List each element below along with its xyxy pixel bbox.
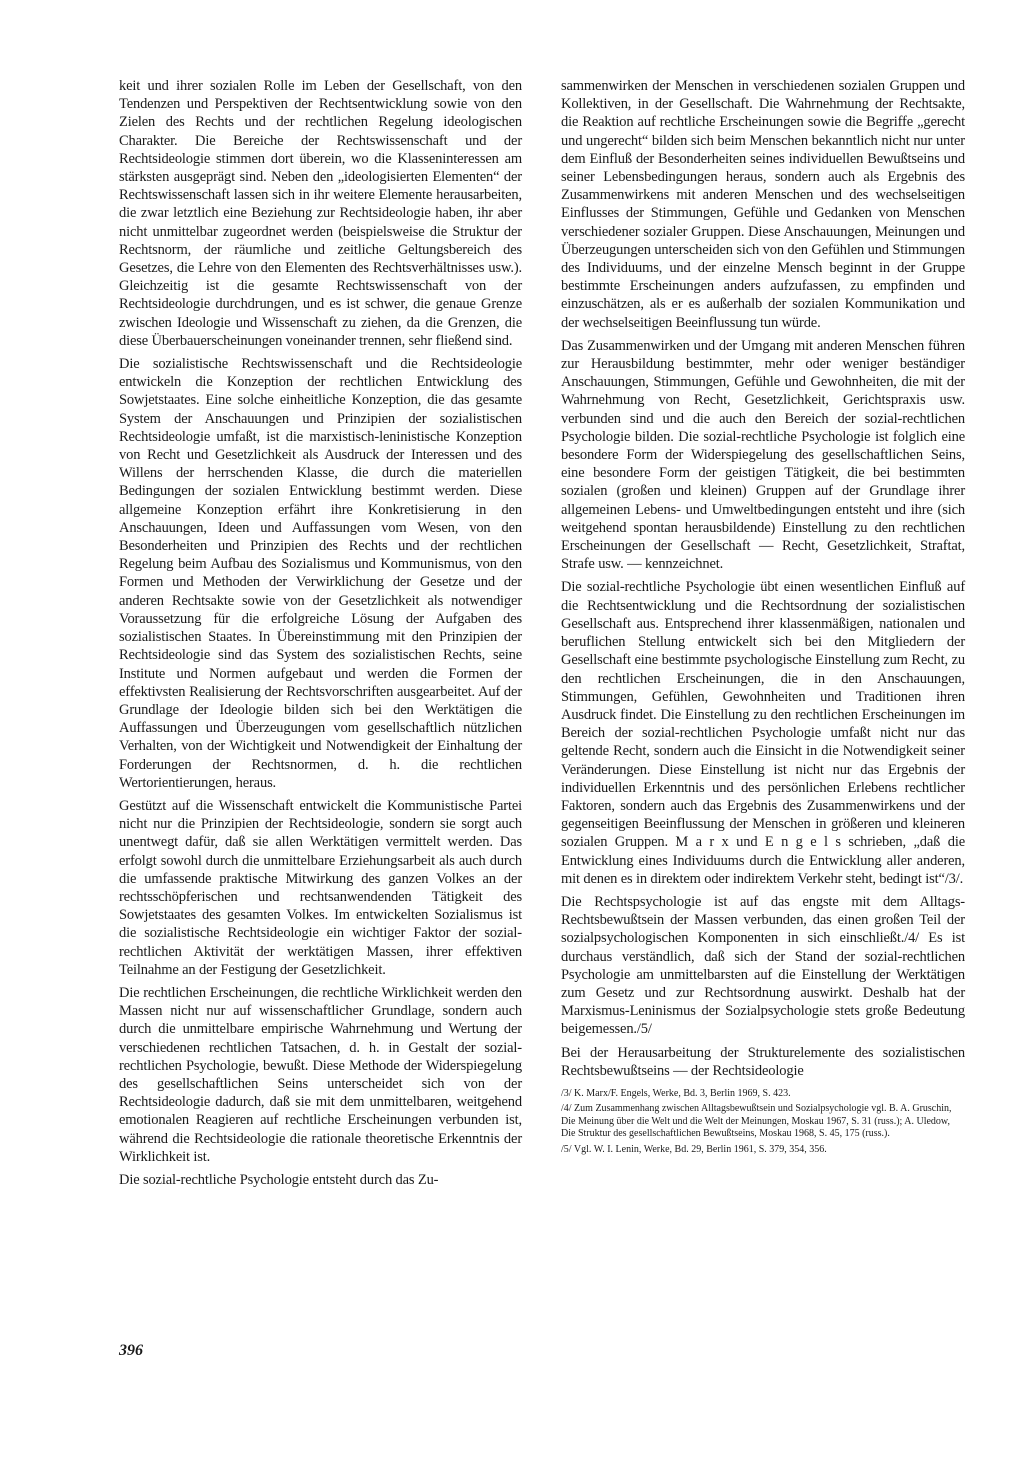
paragraph: Die sozialistische Rechtswissenschaft und die Rechtsideologie entwickeln die Konzeption der rechtlichen Entwicklung des Sowjetstaates. Eine solche einheitliche Konzeption, die das gesamte System der Anschauungen und Prinzipien der sozialistischen Rechtsideologie umfaßt, ist die marxistisch-leninistische Konzeption von Recht und Gesetzlichkeit als Ausdruck der Interessen und des Willens der herrschenden Klasse, die durch die materiellen Bedingungen der sozialen Entwicklung bestimmt werden. Diese allgemeine Konzeption erfährt ihre Konkretisierung in den Anschauungen, Ideen und Auffassungen vom Wesen, von den Besonderheiten und Prinzipien des Rechts und der rechtlichen Regelung beim Aufbau des Sozialismus und Kommunismus, von den Formen und Methoden der Verwirklichung der Gesetze und der anderen Rechtsakte sowie von der Gesetzlichkeit als notwendiger Voraussetzung für die erfolgreiche Lösung der Aufgaben des sozialistischen Staates. In Übereinstimmung mit den Prinzipien der Rechtsideologie sind das System des sozialistischen Rechts, seine Institute und Normen aufgebaut und werden die Formen der effektivsten Realisierung der Rechtsvorschriften ausgearbeitet. Auf der Grundlage der Ideologie bilden sich bei den Werktätigen die Auffassungen und Überzeugungen vom gesellschaftlich nützlichen Verhalten, von der Wichtigkeit und Notwendigkeit der Einhaltung der Forderungen der Rechtsnormen, d. h. die rechtlichen Wertorientierungen, heraus.	[119, 356, 522, 791]
footnote: /3/ K. Marx/F. Engels, Werke, Bd. 3, Berlin 1969, S. 423.	[561, 1087, 791, 1099]
paragraph: keit und ihrer sozialen Rolle im Leben der Gesellschaft, von den Tendenzen und Perspektiven der Rechtsentwicklung sowie von den Zielen des Rechts und der rechtlichen Regelung ideologischen Charakter. Die Bereiche der Rechtswissenschaft und der Rechtsideologie stimmen dort überein, wo die Klasseninteressen am stärksten ausgeprägt sind. Neben den „ideologisierten Elementen“ der Rechtswissenschaft lassen sich in ihr weitere Elemente herausarbeiten, die zwar letztlich eine Beziehung zur Rechtsideologie haben, ihr aber nicht unmittelbar zugeordnet werden (beispielsweise die Struktur der Rechtsnorm, der räumliche und zeitliche Geltungsbereich des Gesetzes, die Lehre von den Elementen des Rechtsverhältnisses usw.). Gleichzeitig ist die gesamte Rechtswissenschaft von der Rechtsideologie durchdrungen, und es ist schwer, die genaue Grenze zwischen Ideologie und Wissenschaft zu ziehen, da die Grenzen, die diese Überbauerscheinungen voneinander trennen, sehr fließend sind.	[119, 78, 522, 349]
paragraph: Gestützt auf die Wissenschaft entwickelt die Kommunistische Partei nicht nur die Prinzipien der Rechtsideologie, sondern sie sorgt auch unentwegt dafür, daß sie allen Werktätigen vermittelt werden. Das erfolgt sowohl durch die unmittelbare Erziehungsarbeit als auch durch die umfassende praktische Mitwirkung des ganzen Volkes an der rechtsschöpferischen und rechtsanwendenden Tätigkeit des Sowjetstaates des gesamten Volkes. Im entwickelten Sozialismus ist die sozialistische Rechtsideologie ein wichtiger Faktor der sozial-rechtlichen Aktivität der werktätigen Massen, ihrer effektiven Teilnahme an der Festigung der Gesetzlichkeit.	[119, 797, 522, 978]
paragraph: Bei der Herausarbeitung der Strukturelemente des sozialistischen Rechtsbewußtseins — der Rechtsideologie	[561, 1044, 965, 1079]
paragraph: Die rechtlichen Erscheinungen, die rechtliche Wirklichkeit werden den Massen nicht nur auf wissenschaftlicher Grundlage, sondern auch durch die unmittelbare empirische Wahrnehmung und Wertung der verschiedenen rechtlichen Tatsachen, d. h. in Gestalt der sozial-rechtlichen Psychologie, bewußt. Diese Methode der Widerspiegelung des gesellschaftlichen Seins unterscheidet sich von der Rechtsideologie dadurch, daß sie mit dem unmittelbaren, weitgehend emotionalen Reagieren auf rechtliche Erscheinungen verbunden ist, während die Rechtsideologie die rationale theoretische Erkenntnis der Wirklichkeit ist.	[119, 984, 522, 1165]
paragraph: Die Rechtspsychologie ist auf das engste mit dem Alltags-Rechtsbewußtsein der Massen verbunden, das einen großen Teil der sozialpsychologischen Komponenten in sich einschließt./4/ Es ist durchaus verständlich, daß sich der Stand der sozial-rechtlichen Psychologie am unmittelbarsten auf die Einstellung der Werktätigen zum Gesetz und zur Rechtsordnung auswirkt. Deshalb hat der Marxismus-Leninismus der Sozialpsychologie stets große Bedeutung beigemessen./5/	[561, 893, 965, 1038]
footnotes	[561, 1088, 965, 1157]
footnote: /5/ Vgl. W. I. Lenin, Werke, Bd. 29, Berlin 1961, S. 379, 354, 356.	[561, 1143, 827, 1155]
left-column	[119, 77, 522, 1194]
paragraph: Die sozial-rechtliche Psychologie entsteht durch das Zu-	[119, 1171, 439, 1188]
paragraph: Das Zusammenwirken und der Umgang mit anderen Menschen führen zur Herausbildung bestimmter, mehr oder weniger beständiger Anschauungen, Stimmungen, Gefühle und Gewohnheiten, die mit der Wahrnehmung von Recht, Gesetzlichkeit, Gerichtspraxis usw. verbunden sind und die auch den Bereich der sozial-rechtlichen Psychologie bilden. Die sozial-rechtliche Psychologie ist folglich eine besondere Form der Widerspiegelung des gesellschaftlichen Seins, eine besondere Form der geistigen Tätigkeit, die bei bestimmten sozialen (großen und kleinen) Gruppen auf der Grundlage ihrer allgemeinen Lebens- und Umweltbedingungen entsteht und ihre (sich weitgehend spontan herausbildende) Einstellung zu den rechtlichen Erscheinungen der Gesellschaft — Recht, Gesetzlichkeit, Straftat, Strafe usw. — kennzeichnet.	[561, 337, 965, 573]
page-number: 396	[119, 1342, 143, 1359]
paragraph: sammenwirken der Menschen in verschiedenen sozialen Gruppen und Kollektiven, in der Gesellschaft. Die Wahrnehmung der Rechtsakte, die Reaktion auf rechtliche Erscheinungen sowie die Begriffe „gerecht und ungerecht“ bilden sich beim Menschen bekanntlich nicht nur unter dem Einfluß der Besonderheiten seines individuellen Bewußtseins und seiner Lebensbedingungen heraus, sondern auch als Ergebnis des Zusammenwirkens mit anderen Menschen und des wechselseitigen Einflusses der Stimmungen, Gefühle und Gedanken von Menschen verschiedener sozialer Gruppen. Diese Anschauungen, Meinungen und Überzeugungen unterscheiden sich von den Gefühlen und Stimmungen des Individuums, und der einzelne Mensch beginnt in der Gruppe bestimmte Erscheinungen anders aufzufassen, zu empfinden und einzuschätzen, als er es außerhalb der sozialen Kommunikation und der wechselseitigen Beeinflussung tun würde.	[561, 78, 965, 331]
footnote: /4/ Zum Zusammenhang zwischen Alltagsbewußtsein und Sozialpsychologie vgl. B. A. Gruschin, Die Meinung über die Welt und die Welt der Meinungen, Moskau 1967, S. 31 (russ.); A. Uledow, Die Struktur des gesellschaftlichen Bewußtseins, Moskau 1968, S. 45, 175 (russ.).	[561, 1103, 952, 1140]
right-column	[561, 77, 965, 1159]
paragraph: Die sozial-rechtliche Psychologie übt einen wesentlichen Einfluß auf die Rechtsentwicklung und die Rechtsordnung der sozialistischen Gesellschaft aus. Entsprechend ihrer klassenmäßigen, nationalen und beruflichen Stellung entwickelt sich bei den Mitgliedern der Gesellschaft eine bestimmte psychologische Einstellung zum Recht, zu den rechtlichen Erscheinungen, die in den Anschauungen, Stimmungen, Gefühlen, Gewohnheiten und Traditionen ihren Ausdruck findet. Die Einstellung zu den rechtlichen Erscheinungen im Bereich der sozial-rechtlichen Psychologie umfaßt nicht nur das geltende Recht, sondern auch die Einsicht in die Notwendigkeit seiner Veränderungen. Diese Einstellung ist nicht nur das Ergebnis der individuellen Erkenntnis und des persönlichen Erlebens rechtlicher Faktoren, sondern auch das Ergebnis des Zusammenwirkens und der gegenseitigen Beeinflussung der Menschen in größeren und kleineren sozialen Gruppen. M a r x und E n g e l s schrieben, „daß die Entwicklung eines Individuums durch die Entwicklung aller anderen, mit denen es in direktem oder indirektem Verkehr steht, bedingt ist“/3/.	[561, 579, 965, 887]
